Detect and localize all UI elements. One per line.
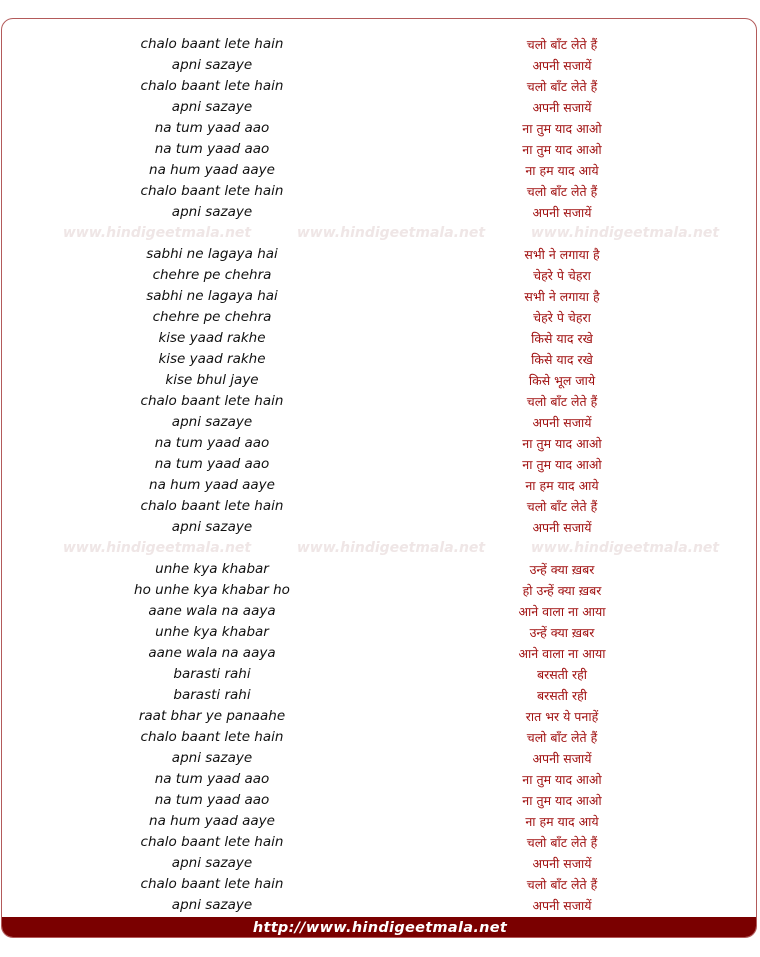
lyric-line-hindi: ना हम याद आये: [525, 163, 599, 178]
lyric-line: [2, 517, 757, 538]
lyric-line-english: chehre pe chehra: [152, 267, 272, 283]
lyric-line-hindi: अपनी सजायें: [532, 751, 592, 766]
lyric-line-hindi: चलो बाँट लेते हैं: [526, 835, 598, 850]
lyric-line-hindi: अपनी सजायें: [532, 856, 592, 871]
watermark-text: www.hindigeetmala.net: [296, 225, 486, 241]
lyric-line-hindi: सभी ने लगाया है: [524, 247, 600, 262]
footer-bar[interactable]: [2, 917, 757, 937]
lyric-line-english: raat bhar ye panaahe: [138, 708, 286, 724]
watermark-text: www.hindigeetmala.net: [530, 540, 720, 556]
lyric-line-hindi: अपनी सजायें: [532, 205, 592, 220]
lyric-line-hindi: अपनी सजायें: [532, 415, 592, 430]
lyric-line-english: chalo baant lete hain: [140, 393, 284, 409]
lyric-line-hindi: आने वाला ना आया: [518, 646, 606, 661]
lyric-line-english: apni sazaye: [171, 750, 253, 766]
lyric-line: [2, 832, 757, 853]
lyric-line: [2, 643, 757, 664]
lyric-line-english: aane wala na aaya: [148, 603, 276, 619]
lyric-line-hindi: ना हम याद आये: [525, 478, 599, 493]
lyric-line: [2, 181, 757, 202]
lyric-line-hindi: किसे याद रखे: [531, 352, 593, 367]
lyric-line-hindi: चलो बाँट लेते हैं: [526, 394, 598, 409]
lyric-line-english: chalo baant lete hain: [140, 183, 284, 199]
lyric-line-english: sabhi ne lagaya hai: [146, 246, 278, 262]
lyric-line-hindi: हो उन्हें क्या ख़बर: [522, 583, 602, 598]
lyric-line-hindi: ना तुम याद आओ: [522, 142, 602, 157]
lyric-line-english: na tum yaad aao: [154, 771, 270, 787]
lyric-line-english: na tum yaad aao: [154, 120, 270, 136]
lyric-line: [2, 433, 757, 454]
lyric-line-english: apni sazaye: [171, 855, 253, 871]
lyric-line-english: barasti rahi: [173, 666, 251, 682]
lyric-line-hindi: ना तुम याद आओ: [522, 121, 602, 136]
lyric-line-hindi: चलो बाँट लेते हैं: [526, 37, 598, 52]
lyric-line-english: chalo baant lete hain: [140, 78, 284, 94]
lyric-line-hindi: चलो बाँट लेते हैं: [526, 499, 598, 514]
lyric-line-english: kise yaad rakhe: [158, 330, 266, 346]
watermark-text: www.hindigeetmala.net: [296, 540, 486, 556]
lyric-line: [2, 265, 757, 286]
lyric-line: [2, 370, 757, 391]
lyric-line: [2, 412, 757, 433]
lyric-line-hindi: ना तुम याद आओ: [522, 436, 602, 451]
lyric-line-english: chalo baant lete hain: [140, 834, 284, 850]
lyric-line: [2, 307, 757, 328]
lyric-line-hindi: ना तुम याद आओ: [522, 793, 602, 808]
lyric-line: [2, 349, 757, 370]
lyric-line-english: unhe kya khabar: [155, 624, 269, 640]
lyric-line: [2, 286, 757, 307]
lyric-line: [2, 874, 757, 895]
lyric-line-english: na tum yaad aao: [154, 456, 270, 472]
lyric-line: [2, 769, 757, 790]
lyric-line-hindi: अपनी सजायें: [532, 58, 592, 73]
lyric-line-english: apni sazaye: [171, 897, 253, 913]
lyric-line-english: na hum yaad aaye: [149, 477, 275, 493]
lyric-line-hindi: बरसती रही: [536, 667, 588, 682]
lyric-line-english: kise yaad rakhe: [158, 351, 266, 367]
lyric-line: [2, 664, 757, 685]
lyric-line: [2, 391, 757, 412]
lyric-line: [2, 685, 757, 706]
lyric-line: [2, 34, 757, 55]
lyric-line: [2, 454, 757, 475]
lyric-line: [2, 244, 757, 265]
lyric-line-hindi: ना हम याद आये: [525, 814, 599, 829]
lyric-line-hindi: अपनी सजायें: [532, 520, 592, 535]
lyric-line-english: aane wala na aaya: [148, 645, 276, 661]
lyric-line-english: na tum yaad aao: [154, 141, 270, 157]
watermark-text: www.hindigeetmala.net: [62, 225, 252, 241]
lyric-line-english: sabhi ne lagaya hai: [146, 288, 278, 304]
lyric-line: [2, 160, 757, 181]
lyric-line: [2, 97, 757, 118]
lyric-line: [2, 706, 757, 727]
lyric-line-english: apni sazaye: [171, 204, 253, 220]
lyric-line: [2, 748, 757, 769]
lyric-line: [2, 580, 757, 601]
lyric-line-english: ho unhe kya khabar ho: [134, 582, 290, 598]
lyric-line-english: chehre pe chehra: [152, 309, 272, 325]
lyric-line-hindi: बरसती रही: [536, 688, 588, 703]
lyric-line: [2, 475, 757, 496]
lyric-line: [2, 727, 757, 748]
lyric-line-hindi: आने वाला ना आया: [518, 604, 606, 619]
lyric-line-hindi: चलो बाँट लेते हैं: [526, 877, 598, 892]
lyric-line: [2, 139, 757, 160]
lyric-line: [2, 118, 757, 139]
lyric-line: [2, 790, 757, 811]
lyric-line: [2, 811, 757, 832]
lyrics-frame: [1, 18, 757, 938]
lyric-line: [2, 55, 757, 76]
lyric-line-english: chalo baant lete hain: [140, 498, 284, 514]
lyric-line-english: na hum yaad aaye: [149, 813, 275, 829]
lyric-line-english: apni sazaye: [171, 57, 253, 73]
lyric-line-hindi: चेहरे पे चेहरा: [533, 268, 591, 283]
lyric-line-hindi: किसे भूल जाये: [528, 373, 596, 388]
lyric-line-english: apni sazaye: [171, 414, 253, 430]
lyric-line-english: apni sazaye: [171, 519, 253, 535]
lyric-line-hindi: अपनी सजायें: [532, 100, 592, 115]
lyric-line-hindi: चलो बाँट लेते हैं: [526, 184, 598, 199]
lyric-line-english: chalo baant lete hain: [140, 876, 284, 892]
lyric-line-hindi: रात भर ये पनाहें: [525, 709, 599, 724]
lyric-line-english: barasti rahi: [173, 687, 251, 703]
lyric-line: [2, 853, 757, 874]
lyric-line-english: apni sazaye: [171, 99, 253, 115]
lyric-line-hindi: ना तुम याद आओ: [522, 457, 602, 472]
lyric-line-english: chalo baant lete hain: [140, 729, 284, 745]
watermark-text: www.hindigeetmala.net: [530, 225, 720, 241]
lyric-line-english: na tum yaad aao: [154, 792, 270, 808]
lyric-line-english: na tum yaad aao: [154, 435, 270, 451]
lyric-line-hindi: अपनी सजायें: [532, 898, 592, 913]
lyric-line-hindi: उन्हें क्या ख़बर: [529, 562, 595, 577]
lyric-line-english: chalo baant lete hain: [140, 36, 284, 52]
lyric-line: [2, 328, 757, 349]
lyric-line-english: kise bhul jaye: [165, 372, 259, 388]
lyric-line-hindi: सभी ने लगाया है: [524, 289, 600, 304]
lyric-line: [2, 622, 757, 643]
footer-url-link[interactable]: http://www.hindigeetmala.net: [252, 920, 508, 936]
lyric-line-hindi: चेहरे पे चेहरा: [533, 310, 591, 325]
lyric-line-hindi: उन्हें क्या ख़बर: [529, 625, 595, 640]
lyric-line-hindi: ना तुम याद आओ: [522, 772, 602, 787]
lyric-line: [2, 895, 757, 916]
lyric-line-hindi: चलो बाँट लेते हैं: [526, 79, 598, 94]
watermark-row: [2, 223, 757, 243]
lyric-line: [2, 601, 757, 622]
watermark-text: www.hindigeetmala.net: [62, 540, 252, 556]
lyric-line-hindi: किसे याद रखे: [531, 331, 593, 346]
watermark-row: [2, 538, 757, 558]
lyric-line-hindi: चलो बाँट लेते हैं: [526, 730, 598, 745]
lyric-line-english: na hum yaad aaye: [149, 162, 275, 178]
lyric-line: [2, 76, 757, 97]
lyric-line: [2, 202, 757, 223]
lyric-line: [2, 559, 757, 580]
lyric-line-english: unhe kya khabar: [155, 561, 269, 577]
lyric-line: [2, 496, 757, 517]
